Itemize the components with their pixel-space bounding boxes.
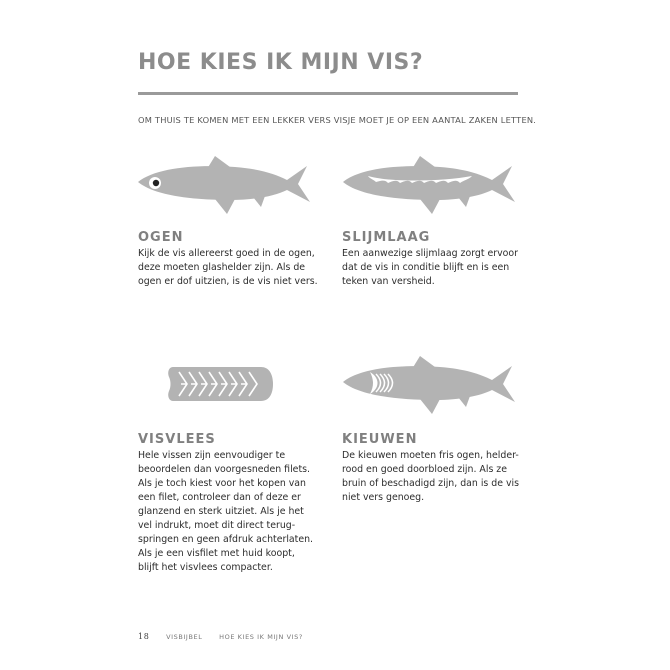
fish-slime-icon <box>340 152 520 216</box>
fish-fillet-icon <box>165 364 275 404</box>
footer-chapter-title: HOE KIES IK MIJN VIS? <box>219 633 303 641</box>
section-heading-ogen: OGEN <box>138 230 184 245</box>
section-body-ogen: Kijk de vis allereerst goed in de ogen, deze moeten glashelder zijn. Als de ogen er dof uitzien, is de vis niet vers. <box>138 248 318 287</box>
section-heading-slijmlaag: SLIJMLAAG <box>342 230 431 245</box>
section-body-kieuwen: De kieuwen moeten fris ogen, helder- rood en goed doorbloed zijn. Als ze bruin of beschadigd zijn, dan is de vis niet vers genoeg. <box>342 450 520 503</box>
fish-eye-icon <box>135 152 315 216</box>
section-body-visvlees: Hele vissen zijn eenvoudiger te beoordelen dan voorgesneden filets. Als je toch kiest voor het kopen van een filet, controleer dan of deze er glanzend en sterk uitziet. Als je het vel indrukt, moet dit direct terug- springen en geen afdruk achterlaten. Als je een visfilet met huid koopt, blijft het visvlees compacter. <box>138 450 314 573</box>
intro-text: OM THUIS TE KOMEN MET EEN LEKKER VERS VISJE MOET JE OP EEN AANTAL ZAKEN LETTEN. <box>138 115 537 125</box>
section-heading-kieuwen: KIEUWEN <box>342 432 418 447</box>
section-heading-visvlees: VISVLEES <box>138 432 216 447</box>
page-footer <box>138 632 317 641</box>
page-title: HOE KIES IK MIJN VIS? <box>138 50 424 75</box>
section-body-slijmlaag: Een aanwezige slijmlaag zorgt ervoor dat de vis in conditie blijft en is een teken van versheid. <box>342 248 519 287</box>
fish-gills-icon <box>340 352 520 416</box>
footer-book-title: VISBIJBEL <box>166 633 203 641</box>
title-rule <box>138 92 518 95</box>
page-number: 18 <box>138 632 150 641</box>
